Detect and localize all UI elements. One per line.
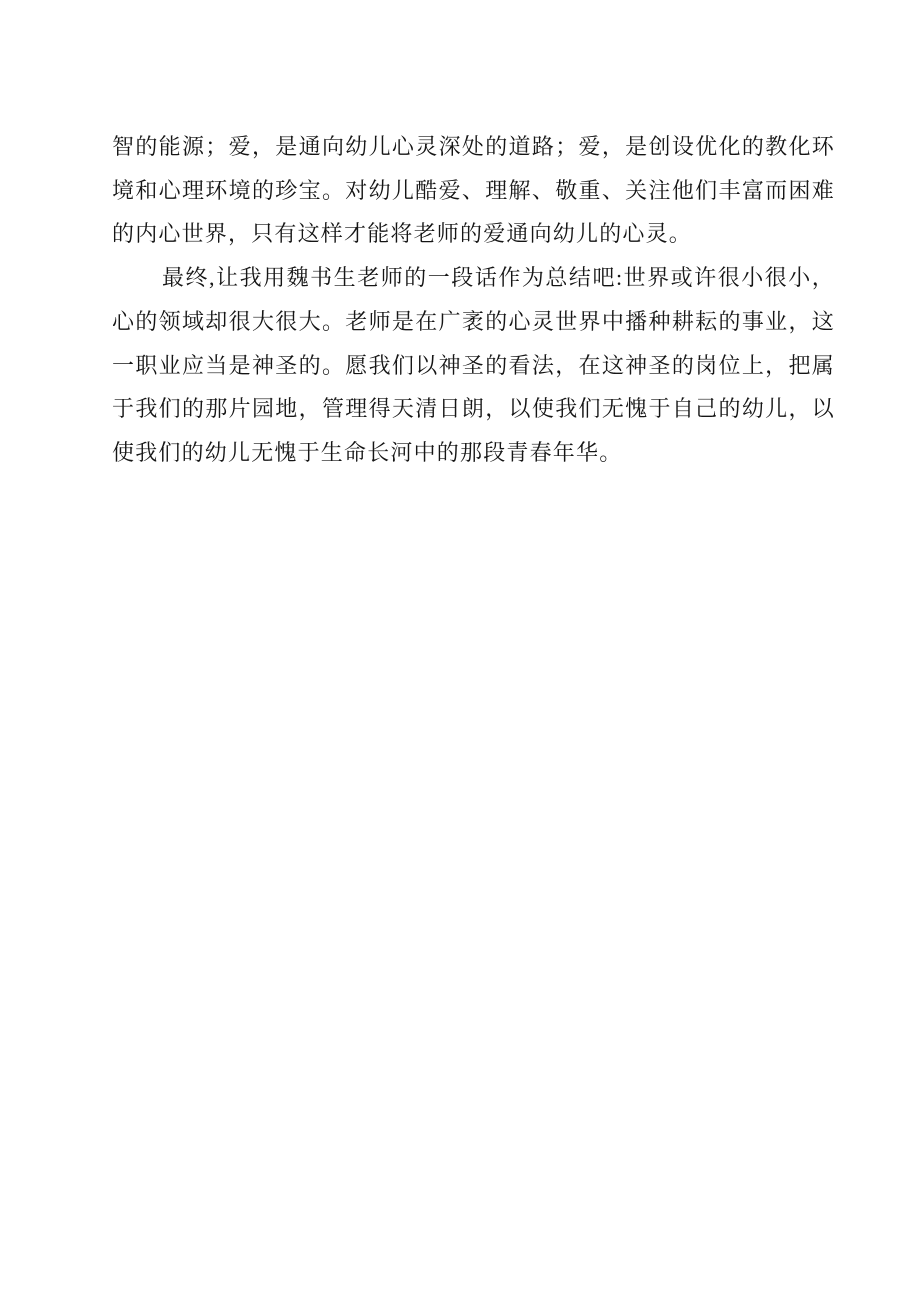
text-block	[112, 125, 835, 475]
text-line: 的内心世界，只有这样才能将老师的爱通向幼儿的心灵。	[112, 221, 693, 247]
text-line: 最终,让我用魏书生老师的一段话作为总结吧:世界或许很小很小，	[162, 265, 835, 291]
paragraph-conclusion	[112, 256, 835, 475]
text-line: 于我们的那片园地，管理得天清日朗，以使我们无愧于自己的幼儿，以	[112, 396, 835, 422]
text-line: 智的能源；爱，是通向幼儿心灵深处的道路；爱，是创设优化的教化环	[112, 134, 835, 159]
text-line: 境和心理环境的珍宝。对幼儿酷爱、理解、敬重、关注他们丰富而困难	[112, 177, 835, 203]
paragraph-continuation	[112, 125, 835, 256]
text-line: 心的领域却很大很大。老师是在广袤的心灵世界中播种耕耘的事业，这	[112, 308, 835, 334]
text-line: 使我们的幼儿无愧于生命长河中的那段青春年华。	[112, 439, 623, 465]
text-line: 一职业应当是神圣的。愿我们以神圣的看法，在这神圣的岗位上，把属	[112, 352, 835, 378]
